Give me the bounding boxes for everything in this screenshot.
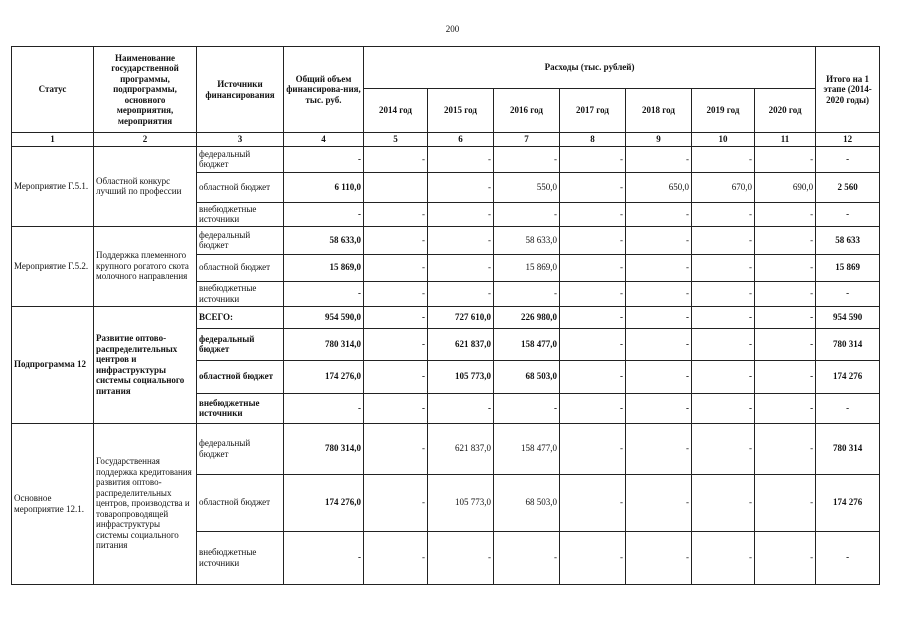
year-amount: - [626,474,692,531]
row-name: Развитие оптово-распределительных центров и инфраструктуры системы социального питания [94,306,197,423]
year-amount: 670,0 [692,172,755,202]
year-amount: - [560,226,626,254]
year-amount: - [692,202,755,226]
year-amount: 621 837,0 [428,423,494,474]
year-amount: 58 633,0 [494,226,560,254]
year-amount: - [494,393,560,423]
year-amount: - [626,423,692,474]
total-amount: 6 110,0 [284,172,364,202]
total-amount: - [284,531,364,584]
year-amount: - [626,281,692,306]
year-amount: - [364,328,428,360]
funding-source: внебюджетные источники [197,281,284,306]
year-amount: 158 477,0 [494,328,560,360]
year-amount: - [692,393,755,423]
row-name: Государственная поддержка кредитования развития оптово-распределительных центров, производства и товаропроводящей инфраструктуры системы социального питания [94,423,197,584]
total-amount: 954 590,0 [284,306,364,328]
table-row [12,146,880,172]
year-amount: - [692,306,755,328]
header-year: 2016 год [494,89,560,133]
total-amount: 174 276,0 [284,360,364,393]
total-amount: 15 869,0 [284,254,364,281]
funding-source: областной бюджет [197,474,284,531]
header-year: 2014 год [364,89,428,133]
header-year: 2019 год [692,89,755,133]
financing-table [11,46,880,585]
year-amount: - [692,423,755,474]
year-amount: 690,0 [755,172,816,202]
stage-total-amount: - [816,531,880,584]
column-number: 4 [284,133,364,147]
header-stage-total: Итого на 1 этапе (2014-2020 годы) [816,47,880,133]
funding-source: внебюджетные источники [197,202,284,226]
header-total: Общий объем финансирова-ния, тыс. руб. [284,47,364,133]
year-amount: - [364,474,428,531]
header-year: 2015 год [428,89,494,133]
year-amount: - [428,281,494,306]
year-amount: 68 503,0 [494,360,560,393]
year-amount: - [755,328,816,360]
year-amount: - [494,146,560,172]
year-amount: - [428,226,494,254]
header-sources: Источники финансирования [197,47,284,133]
column-number: 7 [494,133,560,147]
year-amount: - [364,393,428,423]
table-row [12,306,880,328]
year-amount: - [692,531,755,584]
total-amount: 780 314,0 [284,423,364,474]
year-amount: 650,0 [626,172,692,202]
year-amount: - [364,360,428,393]
year-amount: - [494,531,560,584]
year-amount: 68 503,0 [494,474,560,531]
stage-total-amount: 15 869 [816,254,880,281]
year-amount: - [560,393,626,423]
year-amount: - [755,423,816,474]
year-amount: - [626,360,692,393]
year-amount: - [755,281,816,306]
row-name: Поддержка племенного крупного рогатого скота молочного направления [94,226,197,306]
year-amount: - [560,254,626,281]
year-amount [364,172,428,202]
stage-total-amount: - [816,281,880,306]
header-year: 2018 год [626,89,692,133]
year-amount: - [560,474,626,531]
funding-source: федеральный бюджет [197,146,284,172]
year-amount: - [692,474,755,531]
year-amount: - [626,226,692,254]
year-amount: - [364,254,428,281]
year-amount: - [755,474,816,531]
funding-source: внебюджетные источники [197,531,284,584]
year-amount: 158 477,0 [494,423,560,474]
row-status: Мероприятие Г.5.2. [12,226,94,306]
year-amount: - [755,146,816,172]
total-amount: - [284,202,364,226]
year-amount: - [364,531,428,584]
year-amount: - [560,202,626,226]
year-amount: - [560,531,626,584]
year-amount: - [755,226,816,254]
year-amount: - [428,393,494,423]
column-number: 9 [626,133,692,147]
stage-total-amount: 174 276 [816,360,880,393]
year-amount: 550,0 [494,172,560,202]
column-number: 8 [560,133,626,147]
year-amount: - [560,281,626,306]
funding-source: внебюджетные источники [197,393,284,423]
funding-source: областной бюджет [197,172,284,202]
year-amount: - [428,254,494,281]
total-amount: 58 633,0 [284,226,364,254]
column-number: 10 [692,133,755,147]
year-amount: 621 837,0 [428,328,494,360]
year-amount: - [626,254,692,281]
stage-total-amount: 780 314 [816,328,880,360]
year-amount: - [692,328,755,360]
column-number-row [12,133,880,147]
year-amount: - [626,393,692,423]
stage-total-amount: 954 590 [816,306,880,328]
funding-source: областной бюджет [197,254,284,281]
funding-source: ВСЕГО: [197,306,284,328]
year-amount: - [364,202,428,226]
year-amount: - [428,172,494,202]
table-row [12,226,880,254]
table-body [12,146,880,584]
header-year: 2017 год [560,89,626,133]
stage-total-amount: - [816,202,880,226]
year-amount: - [560,328,626,360]
total-amount: 174 276,0 [284,474,364,531]
year-amount: 727 610,0 [428,306,494,328]
column-number: 2 [94,133,197,147]
funding-source: областной бюджет [197,360,284,393]
stage-total-amount: 174 276 [816,474,880,531]
year-amount: - [364,423,428,474]
year-amount: - [428,202,494,226]
header-expenses: Расходы (тыс. рублей) [364,47,816,89]
row-status: Основное мероприятие 12.1. [12,423,94,584]
year-amount: - [560,172,626,202]
year-amount: - [560,146,626,172]
year-amount: - [428,531,494,584]
year-amount: - [428,146,494,172]
year-amount: - [364,281,428,306]
year-amount: - [364,146,428,172]
total-amount: 780 314,0 [284,328,364,360]
total-amount: - [284,393,364,423]
year-amount: - [494,281,560,306]
year-amount: - [755,531,816,584]
year-amount: - [626,531,692,584]
header-year: 2020 год [755,89,816,133]
funding-source: федеральный бюджет [197,226,284,254]
page-number: 200 [445,24,460,34]
header-name: Наименование государственной программы, подпрограммы, основного мероприятия, мероприятия [94,47,197,133]
year-amount: - [755,306,816,328]
column-number: 3 [197,133,284,147]
year-amount: - [755,254,816,281]
header-status: Статус [12,47,94,133]
row-status: Подпрограмма 12 [12,306,94,423]
column-number: 12 [816,133,880,147]
year-amount: - [692,254,755,281]
year-amount: 105 773,0 [428,474,494,531]
year-amount: - [560,360,626,393]
column-number: 11 [755,133,816,147]
stage-total-amount: - [816,393,880,423]
stage-total-amount: - [816,146,880,172]
row-name: Областной конкурс лучший по профессии [94,146,197,226]
year-amount: - [692,146,755,172]
funding-source: федеральный бюджет [197,328,284,360]
year-amount: - [755,393,816,423]
year-amount: - [626,202,692,226]
year-amount: 15 869,0 [494,254,560,281]
year-amount: - [755,360,816,393]
table-row [12,423,880,474]
column-number: 6 [428,133,494,147]
stage-total-amount: 2 560 [816,172,880,202]
year-amount: 105 773,0 [428,360,494,393]
column-number: 1 [12,133,94,147]
year-amount: - [494,202,560,226]
year-amount: - [626,306,692,328]
year-amount: - [626,146,692,172]
column-number: 5 [364,133,428,147]
stage-total-amount: 58 633 [816,226,880,254]
funding-source: федеральный бюджет [197,423,284,474]
year-amount: - [692,360,755,393]
year-amount: - [364,306,428,328]
year-amount: - [560,423,626,474]
total-amount: - [284,146,364,172]
year-amount: - [560,306,626,328]
year-amount: - [364,226,428,254]
year-amount: - [755,202,816,226]
year-amount: 226 980,0 [494,306,560,328]
stage-total-amount: 780 314 [816,423,880,474]
row-status: Мероприятие Г.5.1. [12,146,94,226]
year-amount: - [626,328,692,360]
year-amount: - [692,281,755,306]
year-amount: - [692,226,755,254]
total-amount: - [284,281,364,306]
